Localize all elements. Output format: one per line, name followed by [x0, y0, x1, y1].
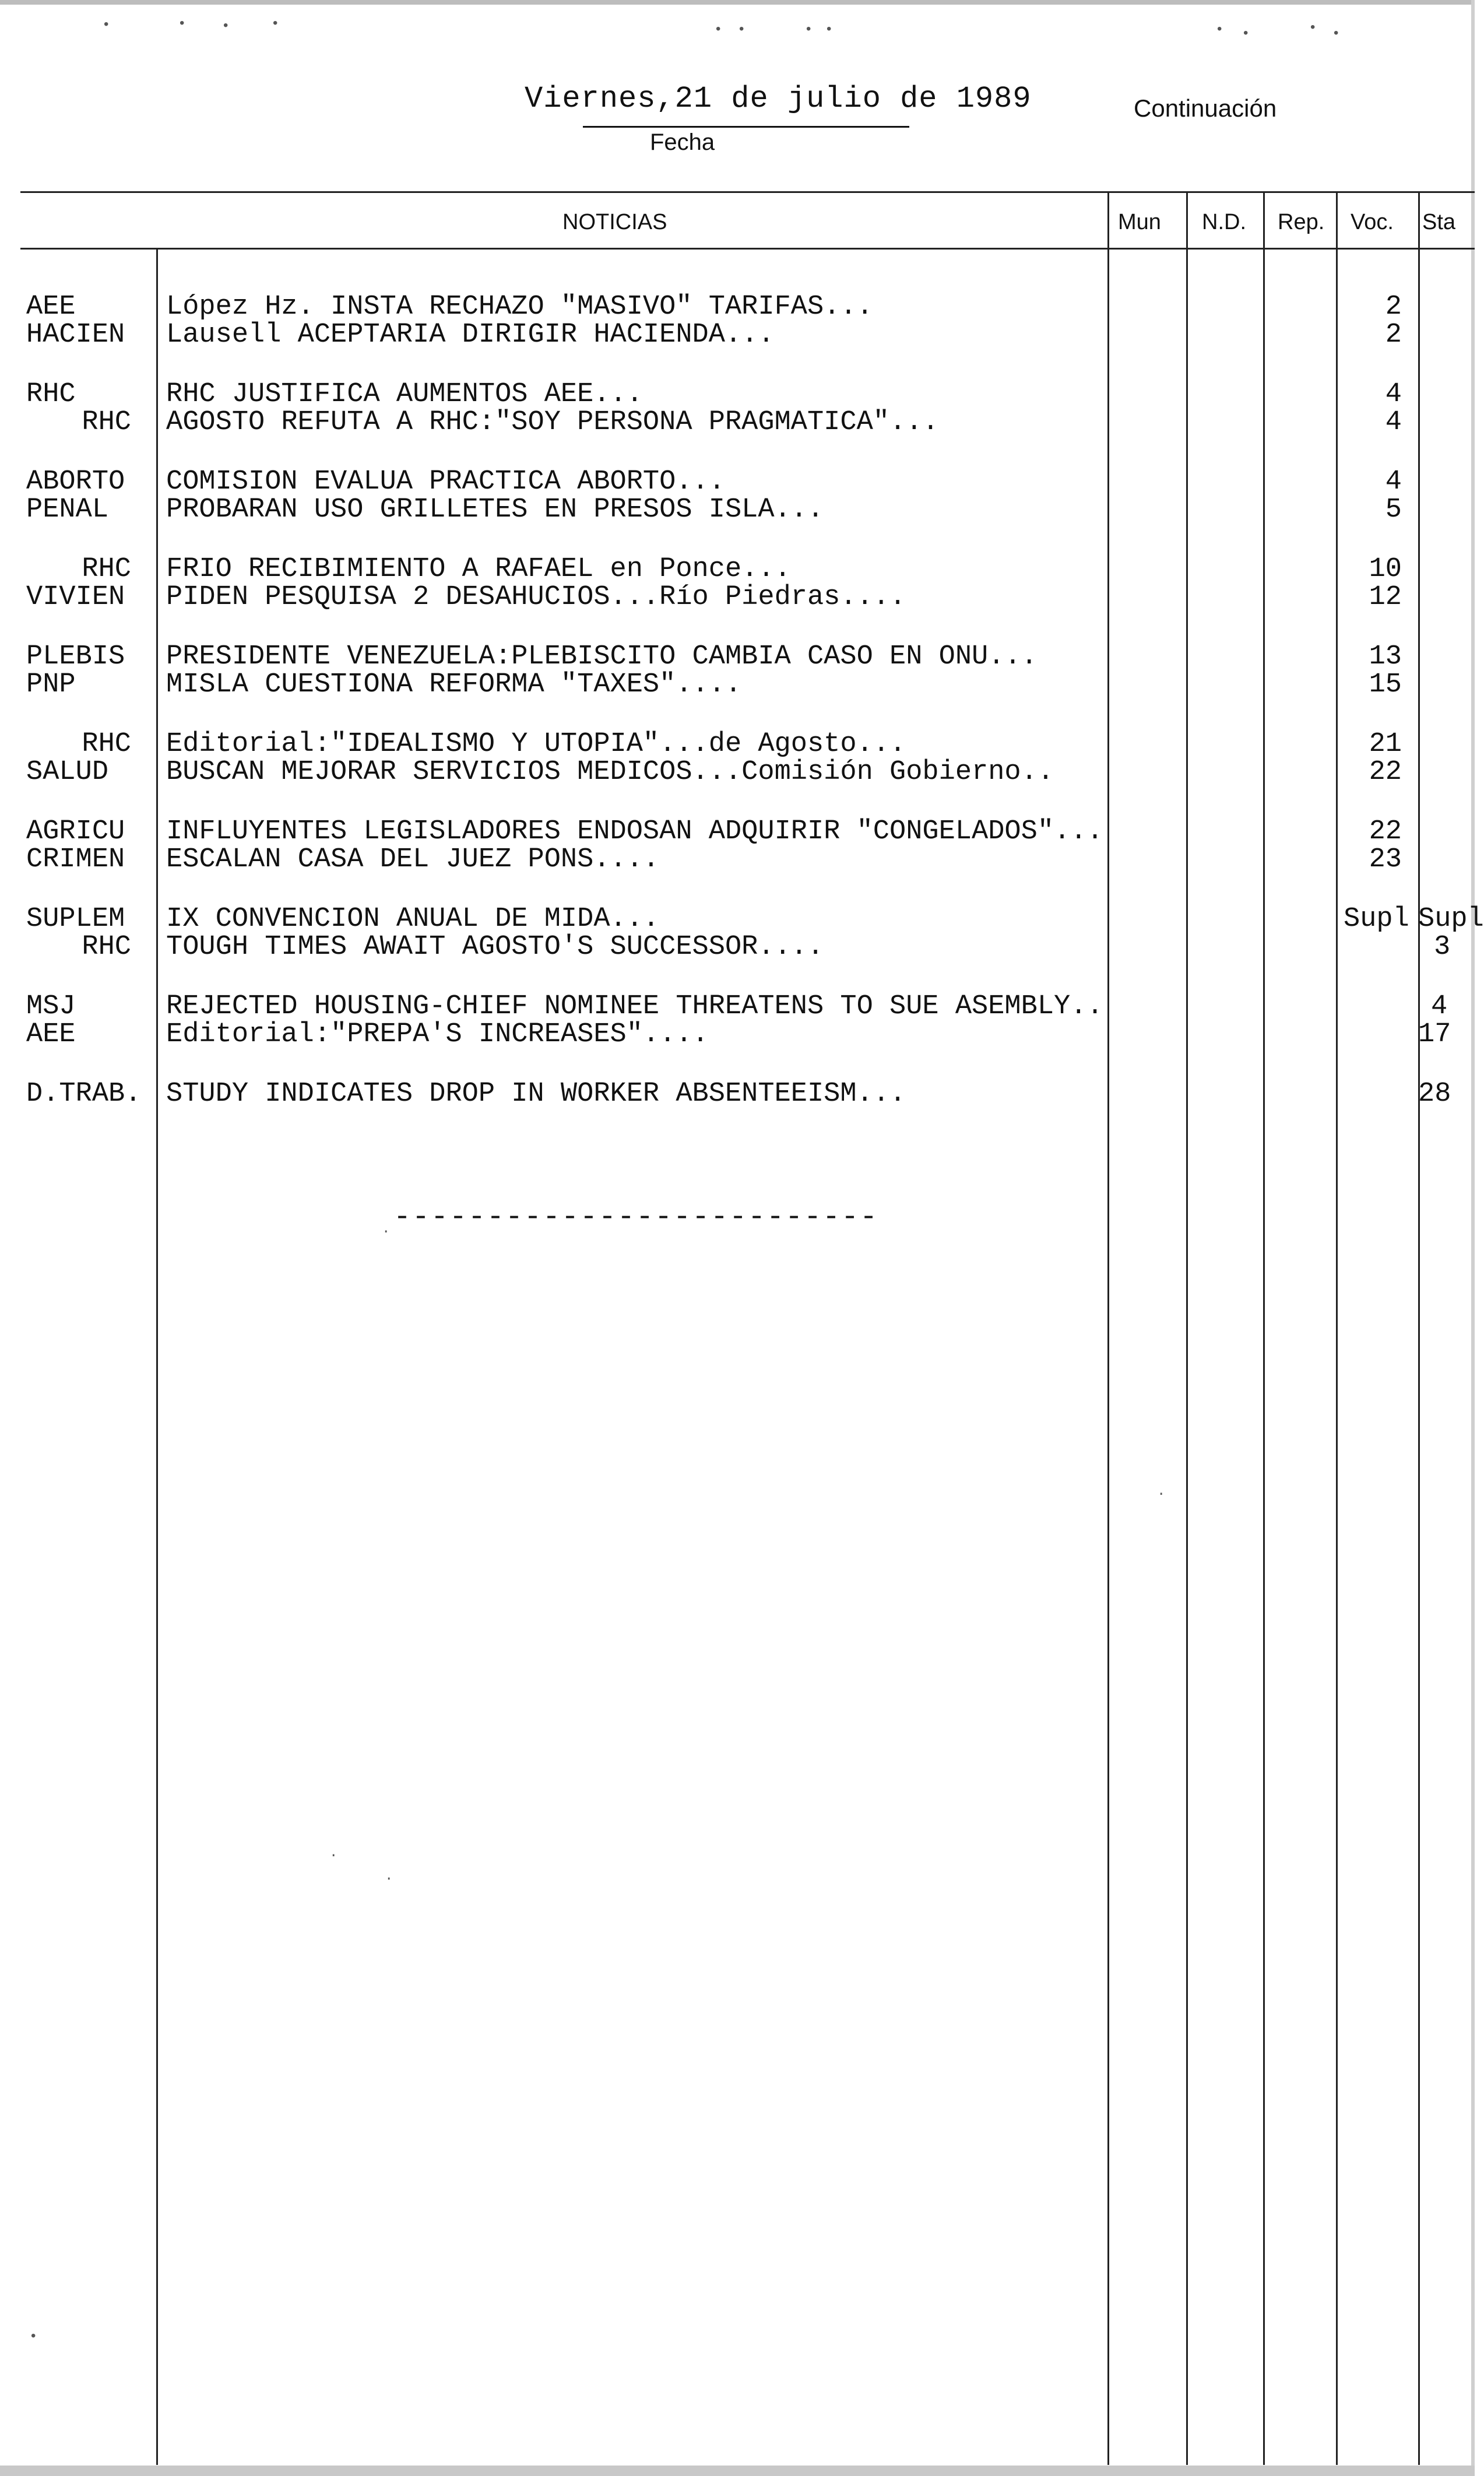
scan-speck: • — [1215, 22, 1224, 38]
row-sta: Supl — [1418, 904, 1484, 935]
row-code: VIVIEN — [26, 582, 125, 613]
row-code: PNP — [26, 669, 76, 700]
row-code: PLEBIS — [26, 641, 125, 672]
row-voc: 22 — [1369, 816, 1402, 847]
row-headline: TOUGH TIMES AWAIT AGOSTO'S SUCCESSOR.... — [166, 932, 824, 963]
row-sta: 3 — [1434, 932, 1451, 963]
end-separator: -------------------------- — [393, 1201, 879, 1234]
row-code: AEE — [26, 291, 76, 322]
row-code: AGRICU — [26, 816, 125, 847]
row-voc: 22 — [1369, 757, 1402, 788]
date-label: Fecha — [650, 129, 715, 155]
report-date: Viernes,21 de julio de 1989 — [525, 82, 1032, 116]
row-voc: 10 — [1369, 554, 1402, 585]
row-code: RHC — [82, 729, 131, 760]
row-code: HACIEN — [26, 319, 125, 350]
col-header-nd: N.D. — [1202, 210, 1246, 234]
scan-speck: • — [1242, 26, 1250, 42]
row-headline: REJECTED HOUSING-CHIEF NOMINEE THREATENS TO SUE ASEMBLY.. — [166, 991, 1103, 1022]
col-header-sta: Sta — [1422, 210, 1456, 234]
col-header-rep: Rep. — [1278, 210, 1325, 234]
row-headline: STUDY INDICATES DROP IN WORKER ABSENTEEISM... — [166, 1079, 906, 1109]
row-headline: PROBARAN USO GRILLETES EN PRESOS ISLA... — [166, 494, 824, 525]
row-code: RHC — [82, 932, 131, 963]
scan-speck: • — [825, 22, 834, 38]
row-voc: 12 — [1369, 582, 1402, 613]
code-column-divider — [156, 250, 158, 2465]
scan-speck: • — [29, 2329, 38, 2345]
row-code: ABORTO — [26, 466, 125, 497]
scan-speck: · — [382, 1224, 391, 1240]
row-sta: 28 — [1418, 1079, 1451, 1109]
scan-speck: • — [804, 22, 813, 38]
row-headline: Editorial:"IDEALISMO Y UTOPIA"...de Agosto... — [166, 729, 906, 760]
scan-speck: · — [385, 1871, 393, 1887]
col-header-noticias: NOTICIAS — [562, 210, 667, 234]
scan-speck: • — [1332, 26, 1341, 42]
row-code: MSJ — [26, 991, 76, 1022]
row-headline: FRIO RECIBIMIENTO A RAFAEL en Ponce... — [166, 554, 791, 585]
row-headline: ESCALAN CASA DEL JUEZ PONS.... — [166, 844, 660, 875]
row-code: RHC — [26, 379, 76, 410]
nd-column-divider — [1186, 192, 1188, 2465]
row-code: D.TRAB. — [26, 1079, 142, 1109]
scan-speck: • — [271, 16, 280, 32]
row-voc: 4 — [1385, 407, 1402, 438]
row-code: RHC — [82, 554, 131, 585]
date-underline — [583, 126, 909, 128]
scan-speck: • — [221, 19, 230, 34]
row-headline: RHC JUSTIFICA AUMENTOS AEE... — [166, 379, 643, 410]
row-sta: 17 — [1418, 1019, 1451, 1050]
scan-speck: • — [178, 16, 187, 32]
row-code: PENAL — [26, 494, 109, 525]
row-code: AEE — [26, 1019, 76, 1050]
row-voc: Supl — [1344, 904, 1409, 935]
scan-speck: • — [737, 22, 746, 38]
scan-speck: • — [102, 17, 111, 33]
row-headline: PIDEN PESQUISA 2 DESAHUCIOS...Río Piedras.... — [166, 582, 906, 613]
row-headline: López Hz. INSTA RECHAZO "MASIVO" TARIFAS... — [166, 291, 873, 322]
row-voc: 2 — [1385, 319, 1402, 350]
row-sta: 4 — [1431, 991, 1448, 1022]
right-edge — [1471, 0, 1475, 2476]
row-voc: 23 — [1369, 844, 1402, 875]
table-top-rule — [20, 191, 1475, 193]
row-code: RHC — [82, 407, 131, 438]
row-voc: 4 — [1385, 466, 1402, 497]
row-voc: 13 — [1369, 641, 1402, 672]
row-voc: 21 — [1369, 729, 1402, 760]
row-headline: INFLUYENTES LEGISLADORES ENDOSAN ADQUIRIR "CONGELADOS"... — [166, 816, 1103, 847]
rep-column-divider — [1263, 192, 1265, 2465]
row-headline: BUSCAN MEJORAR SERVICIOS MEDICOS...Comisión Gobierno.. — [166, 757, 1054, 788]
continuation-label: Continuación — [1134, 94, 1277, 122]
row-headline: AGOSTO REFUTA A RHC:"SOY PERSONA PRAGMATICA"... — [166, 407, 939, 438]
row-code: SALUD — [26, 757, 109, 788]
col-header-voc: Voc. — [1351, 210, 1394, 234]
table-header-rule — [20, 248, 1475, 250]
row-headline: MISLA CUESTIONA REFORMA "TAXES".... — [166, 669, 742, 700]
mun-column-divider — [1107, 192, 1109, 2465]
row-headline: IX CONVENCION ANUAL DE MIDA... — [166, 904, 660, 935]
row-headline: PRESIDENTE VENEZUELA:PLEBISCITO CAMBIA CASO EN ONU... — [166, 641, 1038, 672]
scan-speck: · — [1157, 1487, 1166, 1502]
row-headline: COMISION EVALUA PRACTICA ABORTO... — [166, 466, 725, 497]
col-header-mun: Mun — [1118, 210, 1161, 234]
voc-column-divider — [1336, 192, 1338, 2465]
scan-speck: • — [714, 22, 723, 38]
row-headline: Editorial:"PREPA'S INCREASES".... — [166, 1019, 709, 1050]
row-voc: 15 — [1369, 669, 1402, 700]
scan-speck: • — [1309, 20, 1317, 36]
row-voc: 4 — [1385, 379, 1402, 410]
row-code: CRIMEN — [26, 844, 125, 875]
row-headline: Lausell ACEPTARIA DIRIGIR HACIENDA... — [166, 319, 775, 350]
row-voc: 5 — [1385, 494, 1402, 525]
sta-column-divider — [1418, 192, 1420, 2465]
row-voc: 2 — [1385, 291, 1402, 322]
top-edge — [0, 0, 1475, 5]
bottom-edge — [0, 2466, 1475, 2476]
row-code: SUPLEM — [26, 904, 125, 935]
scan-speck: · — [329, 1848, 338, 1864]
